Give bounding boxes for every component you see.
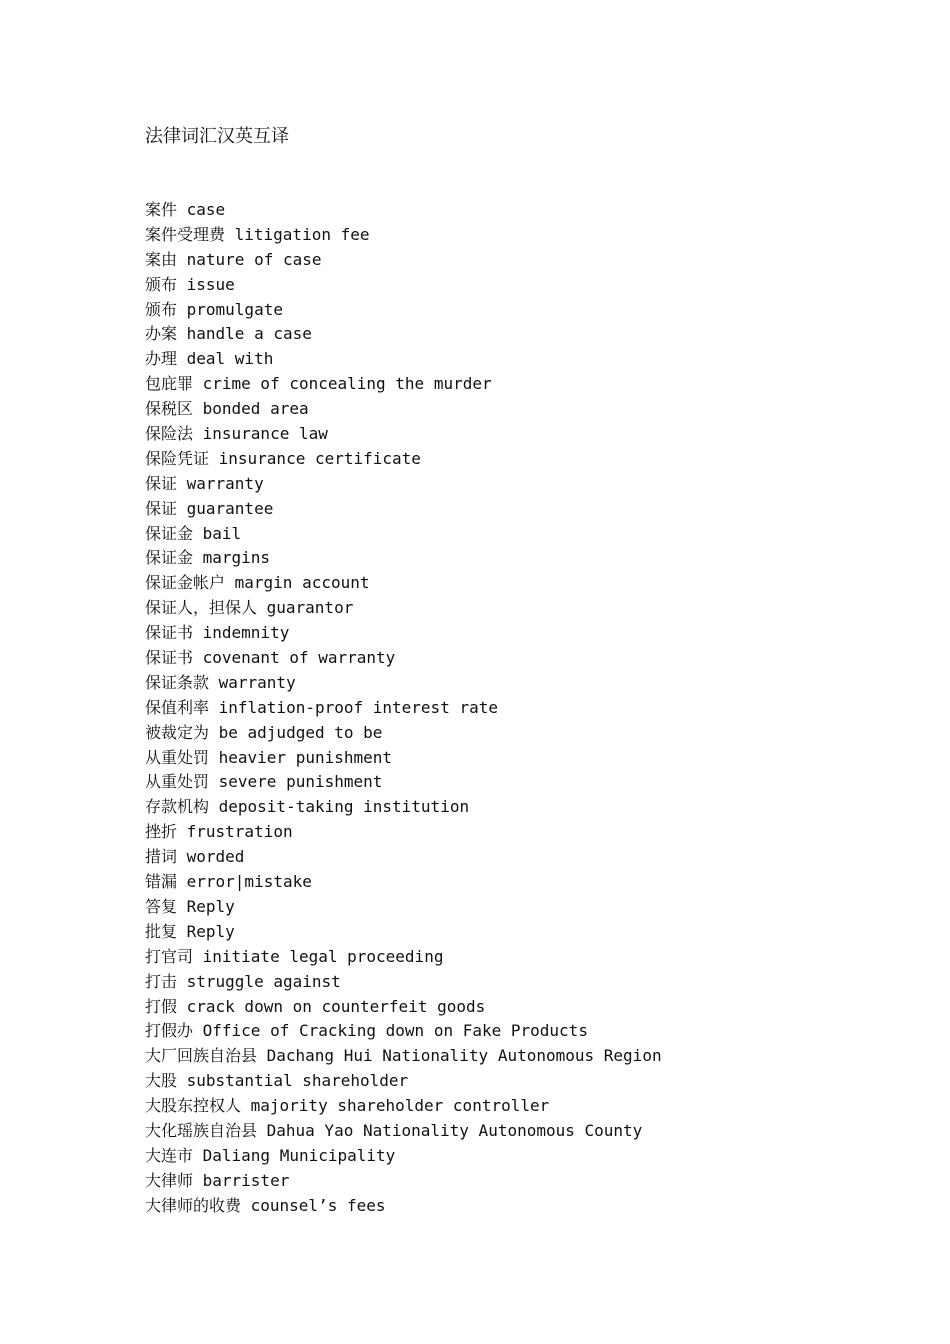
glossary-entry: 大律师的收费 counsel’s fees	[145, 1195, 386, 1215]
glossary-entry: 大律师 barrister	[145, 1170, 290, 1190]
glossary-entry: 保税区 bonded area	[145, 399, 309, 419]
glossary-entry: 保证金 margins	[145, 548, 271, 568]
glossary-entry: 保证金帐户 margin account	[145, 573, 370, 593]
glossary-entry: 保险凭证 insurance certificate	[145, 448, 421, 468]
glossary-entry: 被裁定为 be adjudged to be	[145, 722, 383, 742]
glossary-entry: 办理 deal with	[145, 349, 274, 369]
glossary-entry: 保证书 covenant of warranty	[145, 648, 396, 668]
glossary-entry: 大厂回族自治县 Dachang Hui Nationality Autonomous Region	[145, 1046, 662, 1066]
glossary-entry: 大化瑶族自治县 Dahua Yao Nationality Autonomous County	[145, 1120, 643, 1140]
glossary-entry: 答复 Reply	[145, 896, 235, 916]
glossary-entry: 从重处罚 severe punishment	[145, 772, 383, 792]
glossary-entry: 保险法 insurance law	[145, 424, 328, 444]
glossary-entry: 保证条款 warranty	[145, 672, 296, 692]
glossary-entry: 存款机构 deposit-taking institution	[145, 797, 470, 817]
glossary-entry: 大股东控权人 majority shareholder controller	[145, 1096, 550, 1116]
glossary-entry: 大股 substantial shareholder	[145, 1071, 409, 1091]
glossary-entry: 挫折 frustration	[145, 822, 293, 842]
glossary-entry: 包庇罪 crime of concealing the murder	[145, 374, 492, 394]
glossary-entry: 办案 handle a case	[145, 324, 312, 344]
glossary-entry: 保值利率 inflation-proof interest rate	[145, 697, 498, 717]
glossary-entry: 保证 warranty	[145, 473, 264, 493]
glossary-entry: 措词 worded	[145, 847, 245, 867]
glossary-entry: 颁布 issue	[145, 274, 235, 294]
glossary-entry: 批复 Reply	[145, 921, 235, 941]
glossary-entry: 案件 case	[145, 200, 226, 219]
glossary-entry: 打官司 initiate legal proceeding	[145, 946, 444, 966]
glossary-entry: 保证人，担保人 guarantor	[145, 598, 354, 618]
glossary-entry: 打击 struggle against	[145, 971, 341, 991]
glossary-list	[145, 198, 662, 1219]
glossary-entry: 打假办 Office of Cracking down on Fake Products	[145, 1021, 588, 1041]
glossary-entry: 打假 crack down on counterfeit goods	[145, 996, 486, 1016]
glossary-entry: 保证书 indemnity	[145, 623, 290, 643]
glossary-entry: 从重处罚 heavier punishment	[145, 747, 393, 767]
glossary-entry: 颁布 promulgate	[145, 299, 283, 319]
document-title: 法律词汇汉英互译	[145, 126, 289, 147]
glossary-entry: 案件受理费 litigation fee	[145, 224, 370, 244]
glossary-entry: 错漏 error|mistake	[145, 872, 312, 892]
glossary-entry: 保证 guarantee	[145, 498, 274, 518]
glossary-entry: 案由 nature of case	[145, 249, 322, 269]
glossary-entry: 保证金 bail	[145, 523, 242, 543]
glossary-entry: 大连市 Daliang Municipality	[145, 1145, 396, 1165]
